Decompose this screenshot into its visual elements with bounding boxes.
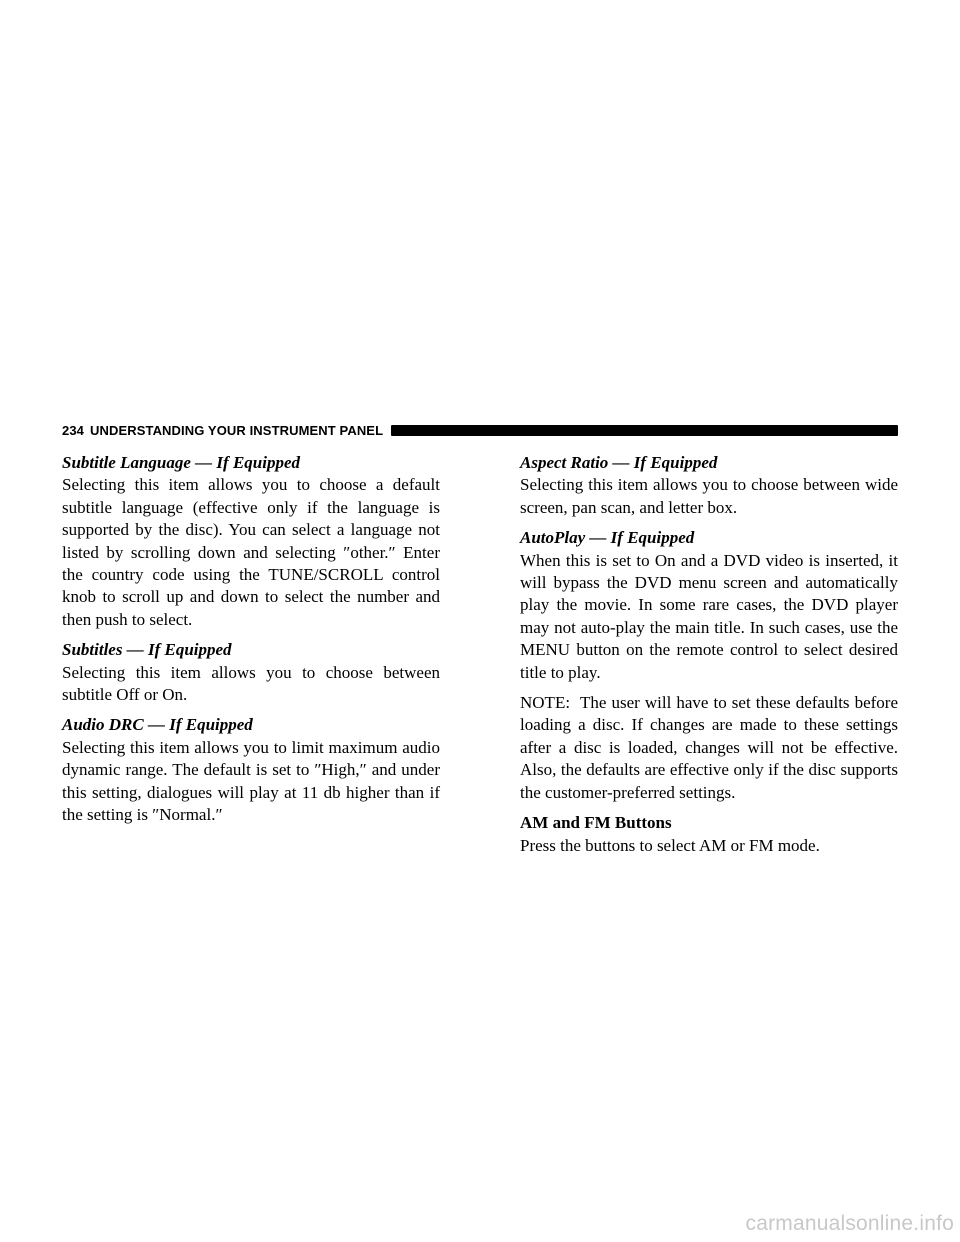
page-number: 234 bbox=[62, 422, 84, 438]
section-subtitle-language bbox=[62, 452, 440, 631]
section-text: Press the buttons to select AM or FM mode. bbox=[520, 835, 820, 855]
section-heading: Audio DRC — If Equipped bbox=[62, 715, 253, 735]
section-text: Selecting this item allows you to choose between wide screen, pan scan, and letter box. bbox=[520, 475, 898, 517]
left-column bbox=[62, 452, 440, 835]
section-aspect-ratio bbox=[520, 452, 898, 519]
section-note bbox=[520, 692, 898, 804]
section-heading: Aspect Ratio — If Equipped bbox=[520, 453, 718, 472]
running-header bbox=[62, 421, 898, 439]
section-subtitles bbox=[62, 639, 440, 706]
right-column bbox=[520, 452, 898, 865]
watermark-text: carmanualsonline.info bbox=[745, 1212, 954, 1235]
note-text: The user will have to set these defaults before loading a disc. If changes are made to these settings after a disc is loaded, changes will not be effective. Also, the defaults are effective only if the disc supports the customer-preferred settings. bbox=[520, 693, 898, 802]
section-audio-drc bbox=[62, 714, 440, 826]
note-label: NOTE: bbox=[520, 693, 571, 713]
section-title: UNDERSTANDING YOUR INSTRUMENT PANEL bbox=[90, 422, 384, 438]
section-heading: AutoPlay — If Equipped bbox=[520, 528, 695, 548]
section-text: Selecting this item allows you to limit maximum audio dynamic range. The default is set to ″High,″ and under this setting, dialogues will play at 11 db higher than if the setting is ″Normal.″ bbox=[62, 737, 440, 825]
section-text: Selecting this item allows you to choose between subtitle Off or On. bbox=[62, 662, 440, 705]
section-am-fm-buttons bbox=[520, 812, 898, 857]
section-autoplay bbox=[520, 527, 898, 684]
section-heading: AM and FM Buttons bbox=[520, 813, 672, 833]
section-heading: Subtitles — If Equipped bbox=[62, 640, 232, 660]
section-text: When this is set to On and a DVD video is inserted, it will bypass the DVD menu screen and automatically play the movie. In some rare cases, the DVD player may not auto-play the main title. In such cases, use the MENU button on the remote control to select desired title to play. bbox=[520, 550, 898, 682]
header-rule bbox=[391, 425, 898, 436]
note-paragraph bbox=[520, 692, 898, 804]
section-text: Selecting this item allows you to choose a default subtitle language (effective only if the language is supported by the disc). You can select a language not listed by scrolling down and selecting ″other.″ Enter the country code using the TUNE/SCROLL control knob to scroll up and down to select the number and then push to select. bbox=[62, 475, 440, 629]
section-heading: Subtitle Language — If Equipped bbox=[62, 453, 301, 472]
